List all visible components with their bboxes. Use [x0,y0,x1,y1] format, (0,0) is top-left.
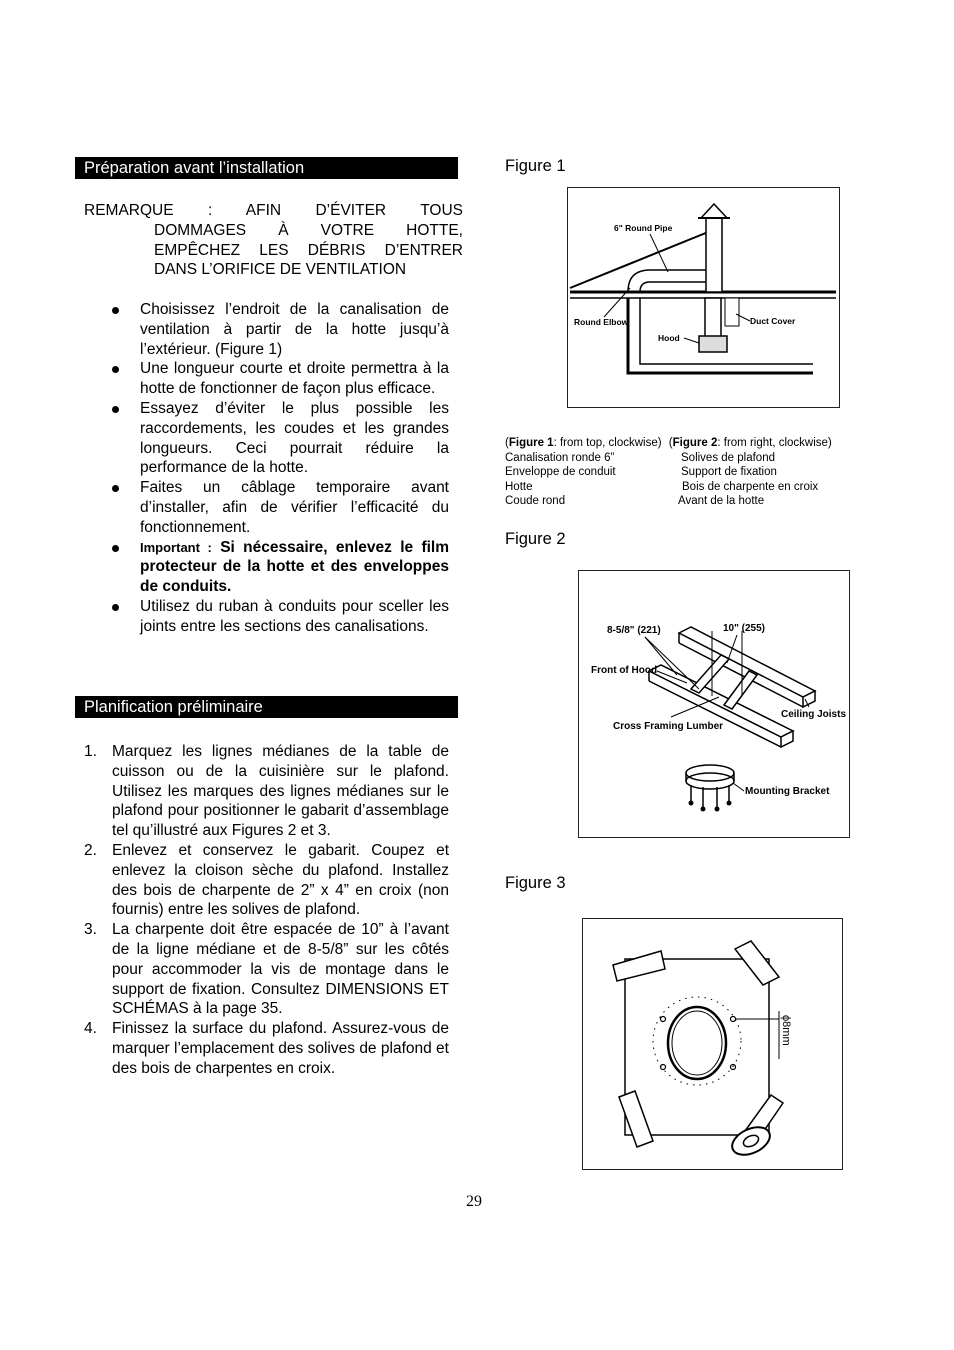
remark-line-3: EMPÊCHEZ LES DÉBRIS D’ENTRER [154,241,463,259]
remark-block [84,201,463,280]
label-round-pipe: 6" Round Pipe [614,223,673,233]
list-item: 4. Finissez la surface du plafond. Assurez-vous de marquer l’emplacement des solives de plafond et des bois de charpentes en croix. [84,1020,449,1077]
bullet-icon [112,406,119,413]
label-duct-cover: Duct Cover [750,316,796,326]
caption-right-col [678,451,819,509]
label-cross-framing: Cross Framing Lumber [613,721,724,732]
bullet-icon [112,307,119,314]
list-item-important [140,538,449,597]
caption-item: Canalisation ronde 6” [505,451,615,464]
list-item: Faites un câblage temporaire avant d’installer, afin de vérifier l’efficacité du fonctionnement. [140,478,449,537]
step-number: 2. [84,841,97,859]
remark-line-2: DOMMAGES À VOTRE HOTTE, [154,221,463,239]
bullet-icon [112,545,119,552]
caption-left-col [505,451,681,509]
figure1-label: Figure 1 [505,157,566,175]
label-hole-dim: ϕ8mm [780,1015,792,1046]
list-item: 2. Enlevez et conservez le gabarit. Coupez et enlevez la cloison sèche du plafond. Installez des bois de charpente de 2” x 4” en croix (non fournis) entre les solives de plafond. [84,841,449,919]
bullet-icon [112,485,119,492]
page-number: 29 [466,1193,482,1210]
important-label: Important : [140,539,212,555]
figure-caption: (Figure 1: from top, clockwise) (Figure 2: from right, clockwise) Canalisation ronde 6” Enveloppe de conduit Hotte Coude rond Solives de plafond Support de fixation Bois de charpente en croix Avant de la hotte [505,437,832,507]
list-item: 1. Marquez les lignes médianes de la table de cuisson ou de la cuisinière sur le plafond. Utilisez les marques des lignes médianes sur le plafond pour positionner le gabarit d’assemblage tel qu’illustré aux Figures 2 et 3. [84,743,449,840]
label-ceiling-joists: Ceiling Joists [781,709,847,720]
caption-item: Enveloppe de conduit [505,466,616,478]
label-front-of-hood: Front of Hood [591,665,658,676]
steps-list [84,742,449,1079]
figure3-diagram [582,918,843,1170]
figure2-svg [579,571,849,837]
label-round-elbow: Round Elbow [574,317,629,327]
list-item: Utilisez du ruban à conduits pour sceller les joints entre les sections des canalisations. [140,597,449,637]
bullet-list [140,300,449,637]
list-item: Essayez d’éviter le plus possible les raccordements, les coudes et les grandes longueurs. Ceci pourrait réduire la performance de la hotte. [140,399,449,478]
caption-item: Coude rond [505,495,566,507]
section-title: Planification préliminaire [84,698,263,716]
list-item: Une longueur courte et droite permettra à la hotte de fonctionner de façon plus efficace. [140,359,449,399]
important-text: Si nécessaire, enlevez le film protecteur de la hotte et des enveloppes de conduits. [140,538,449,596]
label-dim-side: 8-5/8" (221) [607,625,661,636]
step-number: 1. [84,743,97,760]
step-number: 3. [84,921,97,939]
section-title: Préparation avant l’installation [84,159,305,177]
figure2-diagram [578,570,850,838]
list-item: Choisissez l’endroit de la canalisation de ventilation à partir de la hotte jusqu’à l’extérieur. (Figure 1) [140,300,449,359]
caption-item: Solives de plafond [681,451,775,464]
caption-item: Hotte [505,480,533,493]
label-mounting-bracket: Mounting Bracket [745,786,830,797]
section-header-planification [75,696,458,718]
figure2-label: Figure 2 [505,530,566,548]
caption-item: Support de fixation [681,466,777,478]
remark-line-4: DANS L’ORIFICE DE VENTILATION [154,261,407,279]
bullet-icon [112,366,119,373]
label-hood: Hood [658,333,680,343]
label-dim-front: 10" (255) [723,623,765,634]
section-header-preparation [75,157,458,179]
figure1-svg [568,188,838,406]
caption-item: Bois de charpente en croix [682,480,819,493]
figure3-svg [583,919,841,1168]
list-item: 3. La charpente doit être espacée de 10” à l’avant de la ligne médiane et de 8-5/8” sur les côtés pour accommoder la vis de montage dans le support de fixation. Consultez DIMENSIONS ET SCHÉMAS à la page 35. [84,921,449,1018]
caption-item: Avant de la hotte [678,495,765,507]
step-number: 4. [84,1020,97,1038]
remark-line-1: REMARQUE : AFIN D’ÉVITER TOUS [84,202,463,219]
figure1-diagram [567,187,840,408]
figure3-label: Figure 3 [505,874,566,892]
bullet-icon [112,604,119,611]
